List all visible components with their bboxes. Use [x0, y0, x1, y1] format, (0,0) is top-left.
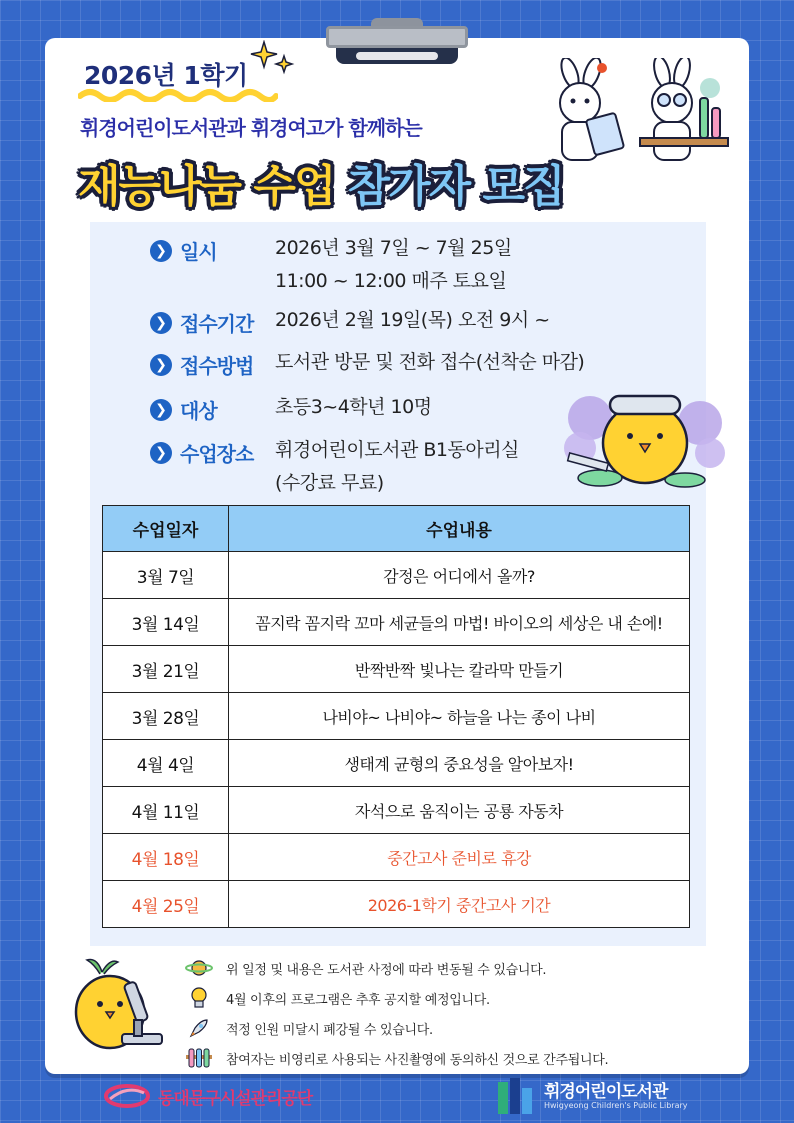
- headline-part2: 참가자 모집: [347, 161, 564, 212]
- yellow-wave-underline: [78, 88, 278, 102]
- info-label: 수업장소: [180, 442, 254, 466]
- info-line: 2026년 2월 19일(목) 오전 9시 ~: [275, 309, 550, 331]
- info-line: 휘경어린이도서관 B1동아리실: [275, 439, 519, 461]
- table-cell-content: 감정은 어디에서 올까?: [229, 552, 690, 599]
- corporation-logo-icon: [104, 1083, 150, 1109]
- info-line: 초등3~4학년 10명: [275, 396, 432, 418]
- org-right-name: 휘경어린이도서관: [544, 1081, 668, 1102]
- info-row-method: [150, 350, 584, 379]
- info-line: (수강료 무료): [275, 472, 384, 494]
- chevron-right-icon: ❯: [150, 399, 172, 421]
- info-row-place: [150, 438, 519, 500]
- table-header-row: [103, 506, 690, 552]
- table-cell-date: 3월 21일: [103, 646, 229, 693]
- info-row-period: [150, 308, 550, 337]
- chick-microscope-illustration: [72, 952, 172, 1062]
- list-item: [184, 983, 608, 1013]
- library-name-block: [544, 1083, 688, 1110]
- column-header-content: 수업내용: [229, 506, 690, 552]
- rabbit-scientists-illustration: [540, 58, 730, 168]
- info-value: [275, 232, 512, 298]
- table-cell-content: 반짝반짝 빛나는 칼라막 만들기: [229, 646, 690, 693]
- chevron-right-icon: ❯: [150, 442, 172, 464]
- footer-org-left: [104, 1083, 312, 1109]
- table-cell-date: 4월 11일: [103, 787, 229, 834]
- library-logo-icon: [496, 1076, 536, 1116]
- table-row-holiday: [103, 881, 690, 928]
- table-row: [103, 599, 690, 646]
- subtitle: 휘경어린이도서관과 휘경여고가 함께하는: [80, 116, 422, 140]
- table-cell-content: 중간고사 준비로 휴강: [229, 834, 690, 881]
- notes-list: [184, 953, 608, 1073]
- footer-org-right: [496, 1076, 688, 1116]
- table-cell-date: 3월 28일: [103, 693, 229, 740]
- table-row: [103, 693, 690, 740]
- info-row-target: [150, 395, 432, 424]
- table-row-holiday: [103, 834, 690, 881]
- info-value: [275, 391, 432, 424]
- note-text: 4월 이후의 프로그램은 추후 공지할 예정입니다.: [226, 992, 490, 1008]
- headline-part1: 재능나눔 수업: [78, 161, 335, 212]
- clipboard-clip-icon: [326, 18, 468, 66]
- table-cell-content: 나비야~ 나비야~ 하늘을 나는 종이 나비: [229, 693, 690, 740]
- table-cell-content: 자석으로 움직이는 공룡 자동차: [229, 787, 690, 834]
- info-line: 도서관 방문 및 전화 접수(선착순 마감): [275, 351, 585, 373]
- table-cell-content: 2026-1학기 중간고사 기간: [229, 881, 690, 928]
- table-cell-date: 4월 25일: [103, 881, 229, 928]
- rocket-icon: [184, 1016, 214, 1040]
- info-line: 2026년 3월 7일 ~ 7월 25일: [275, 237, 512, 259]
- headline: [78, 150, 564, 214]
- chevron-right-icon: ❯: [150, 354, 172, 376]
- info-label: 접수기간: [180, 312, 254, 336]
- org-right-name-en: Hwigyeong Children's Public Library: [544, 1100, 688, 1110]
- chevron-right-icon: ❯: [150, 240, 172, 262]
- table-row: [103, 552, 690, 599]
- planet-icon: [184, 956, 214, 980]
- chick-scientist-illustration: [560, 378, 730, 503]
- test-tubes-icon: [184, 1046, 214, 1070]
- info-label: 대상: [180, 399, 217, 423]
- table-cell-date: 3월 14일: [103, 599, 229, 646]
- info-label: 접수방법: [180, 354, 254, 378]
- list-item: [184, 953, 608, 983]
- org-left-name: 동대문구시설관리공단: [158, 1088, 313, 1109]
- table-cell-date: 4월 18일: [103, 834, 229, 881]
- table-row: [103, 787, 690, 834]
- note-text: 위 일정 및 내용은 도서관 사정에 따라 변동될 수 있습니다.: [226, 962, 547, 978]
- table-row: [103, 646, 690, 693]
- chevron-right-icon: ❯: [150, 312, 172, 334]
- semester-title: 2026년 1학기: [84, 61, 248, 90]
- note-text: 참여자는 비영리로 사용되는 사진촬영에 동의하신 것으로 간주됩니다.: [226, 1052, 609, 1068]
- list-item: [184, 1013, 608, 1043]
- table-cell-date: 4월 4일: [103, 740, 229, 787]
- table-cell-content: 꼼지락 꼼지락 꼬마 세균들의 마법! 바이오의 세상은 내 손에!: [229, 599, 690, 646]
- info-value: [275, 434, 519, 500]
- table-row: [103, 740, 690, 787]
- stars-icon: [250, 40, 300, 80]
- info-row-date: [150, 236, 512, 298]
- schedule-table: [102, 505, 690, 928]
- lightbulb-icon: [184, 986, 214, 1010]
- info-label: 일시: [180, 240, 217, 264]
- table-cell-content: 생태계 균형의 중요성을 알아보자!: [229, 740, 690, 787]
- info-line: 11:00 ~ 12:00 매주 토요일: [275, 270, 507, 292]
- info-value: [275, 304, 550, 337]
- info-value: [275, 346, 584, 379]
- table-cell-date: 3월 7일: [103, 552, 229, 599]
- list-item: [184, 1043, 608, 1073]
- note-text: 적정 인원 미달시 폐강될 수 있습니다.: [226, 1022, 433, 1038]
- column-header-date: 수업일자: [103, 506, 229, 552]
